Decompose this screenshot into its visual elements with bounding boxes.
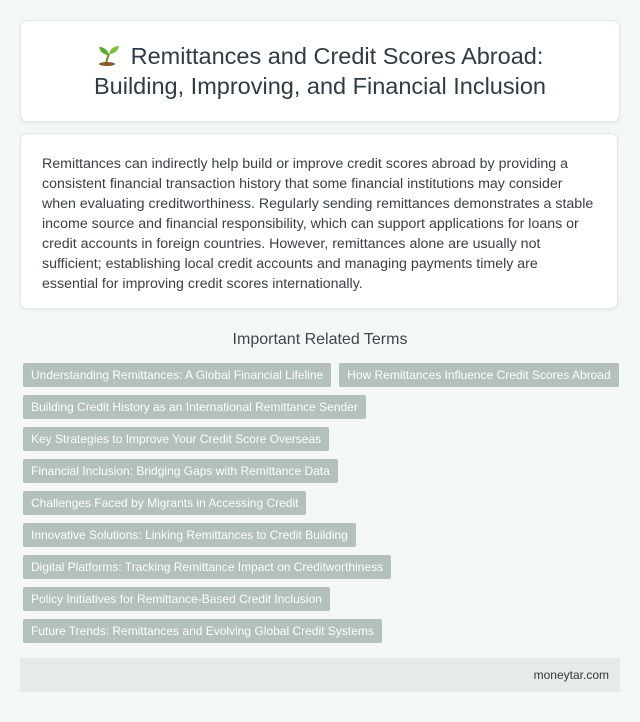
tag-row <box>23 363 623 389</box>
tag-row <box>23 491 623 517</box>
related-term-tag[interactable]: Financial Inclusion: Bridging Gaps with Remittance Data <box>23 459 338 483</box>
tag-row <box>23 427 623 453</box>
header-card <box>20 20 620 122</box>
related-term-tag[interactable]: Challenges Faced by Migrants in Accessing Credit <box>23 491 306 515</box>
summary-text: Remittances can indirectly help build or improve credit scores abroad by providing a consistent financial transaction history that some financial institutions may consider when evaluating creditworthiness. Regularly sending remittances demonstrates a stable income source and financial responsibility, which can support applications for loans or credit accounts in foreign countries. However, remittances alone are usually not sufficient; establishing local credit accounts and managing payments timely are essential for improving credit scores internationally. <box>42 156 594 292</box>
related-term-tag[interactable]: Policy Initiatives for Remittance-Based Credit Inclusion <box>23 587 330 611</box>
tag-row <box>23 587 623 613</box>
related-term-tag[interactable]: Key Strategies to Improve Your Credit Score Overseas <box>23 427 329 451</box>
footer <box>20 658 620 692</box>
tag-row <box>23 523 623 549</box>
summary-card <box>20 133 618 309</box>
related-term-tag[interactable]: Innovative Solutions: Linking Remittances to Credit Building <box>23 523 356 547</box>
related-term-tag[interactable]: Building Credit History as an International Remittance Sender <box>23 395 366 419</box>
tag-row <box>23 395 623 421</box>
page-title <box>50 41 590 101</box>
related-terms-heading: Important Related Terms <box>232 331 408 348</box>
related-term-tag[interactable]: Digital Platforms: Tracking Remittance Impact on Creditworthiness <box>23 555 391 579</box>
related-terms-list <box>23 363 623 651</box>
related-term-tag[interactable]: Understanding Remittances: A Global Financial Lifeline <box>23 363 331 387</box>
tag-row <box>23 459 623 485</box>
sprout-icon <box>97 44 121 66</box>
title-text: Remittances and Credit Scores Abroad: Building, Improving, and Financial Inclusion <box>94 43 546 99</box>
footer-site-link[interactable]: moneytar.com <box>533 668 609 682</box>
tag-row <box>23 555 623 581</box>
related-term-tag[interactable]: How Remittances Influence Credit Scores Abroad <box>339 363 618 387</box>
related-term-tag[interactable]: Future Trends: Remittances and Evolving Global Credit Systems <box>23 619 382 643</box>
tag-row <box>23 619 623 645</box>
